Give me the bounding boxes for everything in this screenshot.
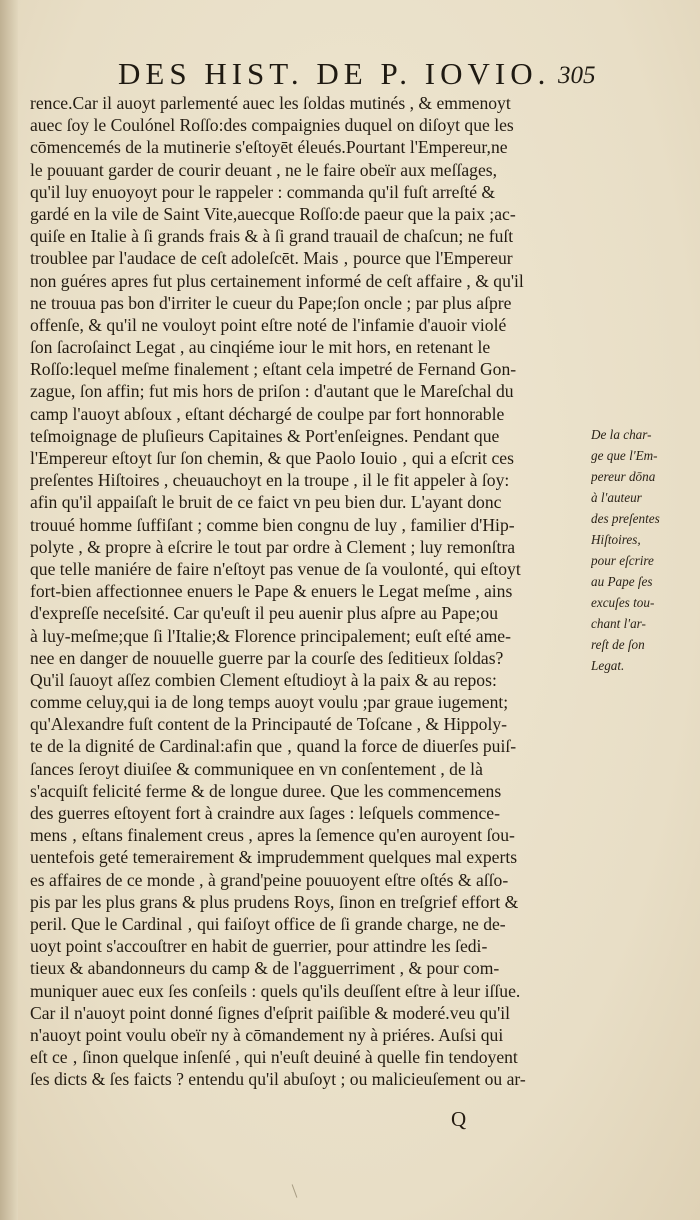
text-line: zague, ſon affin; fut mis hors de priſon : d'autant que le Mareſchal du <box>30 381 514 402</box>
text-line: Qu'il ſauoyt aſſez combien Clement eſtudioyt à la paix & au repos: <box>30 669 497 690</box>
margin-note-line: reſt de ſon <box>591 637 645 652</box>
text-line: s'acquiſt felicité ferme & de longue duree. Que les commencemens <box>30 780 502 801</box>
text-line: tieux & abandonneurs du camp & de l'agguerriment , & pour com- <box>30 958 500 979</box>
text-line: rence.Car il auoyt parlementé auec les ſoldas mutinés , & emmenoyt <box>30 93 511 113</box>
margin-note-line: pereur dōna <box>591 469 656 484</box>
text-line: qu'Alexandre fuſt content de la Principauté de Toſcane , & Hippoly- <box>30 714 507 735</box>
text-line: preſentes Hiſtoires , cheuauchoyt en la troupe , il le fit appeler à ſoy: <box>30 470 510 491</box>
text-line: ne trouua pas bon d'irriter le cueur du Pape;ſon oncle ; par plus aſpre <box>30 292 512 313</box>
text-line: muniquer auec eux ſes conſeils : quels qu'ils deuſſent eſtre à leur iſſue. <box>30 980 521 1001</box>
margin-note-line: à l'auteur <box>591 490 642 505</box>
text-line: quiſe en Italie à ſi grands frais & à ſi grand trauail de chaſcun; ne fuſt <box>30 226 514 247</box>
margin-note <box>591 424 691 676</box>
text-line: camp l'auoyt abſoux , eſtant déchargé de coulpe par fort honnorable <box>30 403 505 424</box>
text-line: peril. Que le Cardinal ‚ qui faiſoyt office de ſi grande charge, ne de- <box>30 913 506 934</box>
margin-note-line: excuſes tou- <box>591 595 655 610</box>
text-line: Roſſo:lequel meſme finalement ; eſtant cela impetré de Fernand Gon- <box>30 359 517 380</box>
text-line: offenſe, & qu'il ne vouloyt point eſtre noté de l'infamie d'auoir violé <box>30 314 507 335</box>
margin-note-line: chant l'ar- <box>591 616 646 631</box>
text-line: à luy-meſme;que ſi l'Italie;& Florence principalement; euſt eſté ame- <box>30 625 511 646</box>
margin-note-line: De la char- <box>591 427 652 442</box>
text-line: des guerres eſtoyent fort à craindre aux ſages : leſquels commence- <box>30 803 500 823</box>
text-line: afin qu'il appaiſaſt le bruit de ce faict vn peu bien dur. L'ayant donc <box>30 492 502 513</box>
text-line: nee en danger de nouuelle guerre par la courſe des ſeditieux ſoldas? <box>30 647 504 668</box>
text-line: qu'il luy enuoyoyt pour le rappeler : commanda qu'il fuſt arreſté & <box>30 181 496 202</box>
text-line: trouué homme ſuffiſant ; comme bien congnu de luy , familier d'Hip- <box>30 514 515 535</box>
paper-mark <box>292 1184 298 1197</box>
margin-note-line: des preſentes <box>591 511 660 526</box>
text-line: Car il n'auoyt point donné ſignes d'eſprit paiſible & moderé.veu qu'il <box>30 1002 511 1023</box>
text-line: auec ſoy le Coulónel Roſſo:des compaignies duquel on diſoyt que les <box>30 115 514 136</box>
margin-note-line: au Pape ſes <box>591 574 653 589</box>
text-line: te de la dignité de Cardinal:afin que ‚ quand la force de diuerſes puiſ- <box>30 736 517 757</box>
margin-note-line: Hiſtoires, <box>591 532 641 547</box>
text-line: uentefois geté temerairement & imprudemment quelques mal experts <box>30 847 518 868</box>
text-line: troublee par l'audace de ceſt adoleſcēt. Mais ‚ pource que l'Empereur <box>30 248 513 269</box>
text-line: eſt ce ‚ ſinon quelque inſenſé , qui n'euſt deuiné à quelle fin tendoyent <box>30 1047 518 1068</box>
text-line: polyte , & propre à eſcrire le tout par ordre à Clement ; luy remonſtra <box>30 536 516 557</box>
text-line: ſon ſacroſainct Legat , au cinqiéme iour le mit hors, en retenant le <box>30 337 491 358</box>
text-line: fort-bien affectionnee enuers le Pape & enuers le Legat meſme , ains <box>30 581 513 602</box>
text-line: non guéres apres fut plus certainement informé de ceſt affaire , & qu'il <box>30 270 524 291</box>
text-line: comme celuy,qui ia de long temps auoyt voulu ;par graue iugement; <box>30 692 509 713</box>
page-number: 305 <box>558 62 596 89</box>
running-title: DES HIST. DE P. IOVIO. <box>118 56 551 91</box>
text-line: uoyt point s'accouſtrer en habit de guerrier, pour attindre les ſedi- <box>30 936 488 957</box>
text-line: ſances ſeroyt diuiſee & communiquee en vn conſentement , de là <box>30 758 483 779</box>
text-line: l'Empereur eſtoyt ſur ſon chemin, & que Paolo Iouio ‚ qui a eſcrit ces <box>30 448 514 468</box>
text-line: gardé en la vile de Saint Vite,auecque Roſſo:de paeur que la paix ;ac- <box>30 203 516 224</box>
page-header <box>0 52 700 92</box>
text-line: le pouuant garder de courir deuant , ne le faire obeïr aux meſſages, <box>30 159 498 180</box>
text-line: teſmoignage de pluſieurs Capitaines & Port'enſeignes. Pendant que <box>30 425 500 446</box>
text-line: pis par les plus grans & plus prudens Roys, ſinon en treſgrief effort & <box>30 891 519 912</box>
text-line: n'auoyt point voulu obeïr ny à cōmandement ny à priéres. Auſsi qui <box>30 1024 504 1045</box>
catchword: Q <box>451 1107 467 1131</box>
margin-note-line: ge que l'Em- <box>591 448 658 463</box>
text-line: ſes dicts & ſes faicts ? entendu qu'il abuſoyt ; ou malicieuſement ou ar- <box>30 1069 526 1090</box>
margin-note-line: Legat. <box>591 658 625 673</box>
text-line: mens ‚ eſtans finalement creus , apres la ſemence qu'en auroyent ſou- <box>30 825 515 846</box>
text-line: es affaires de ce monde , à grand'peine pouuoyent eſtre oſtés & aſſo- <box>30 869 509 890</box>
text-line: d'expreſſe neceſsité. Car qu'euſt il peu auenir plus aſpre au Pape;ou <box>30 603 499 624</box>
text-line: cōmencemés de la mutinerie s'eſtoyēt éleués.Pourtant l'Empereur,ne <box>30 137 508 158</box>
main-text-block <box>30 92 588 1090</box>
text-line: que telle maniére de faire n'eſtoyt pas venue de ſa voulonté‚ qui eſtoyt <box>30 558 521 579</box>
binding-gutter <box>0 0 18 1220</box>
margin-note-line: pour eſcrire <box>591 553 654 568</box>
